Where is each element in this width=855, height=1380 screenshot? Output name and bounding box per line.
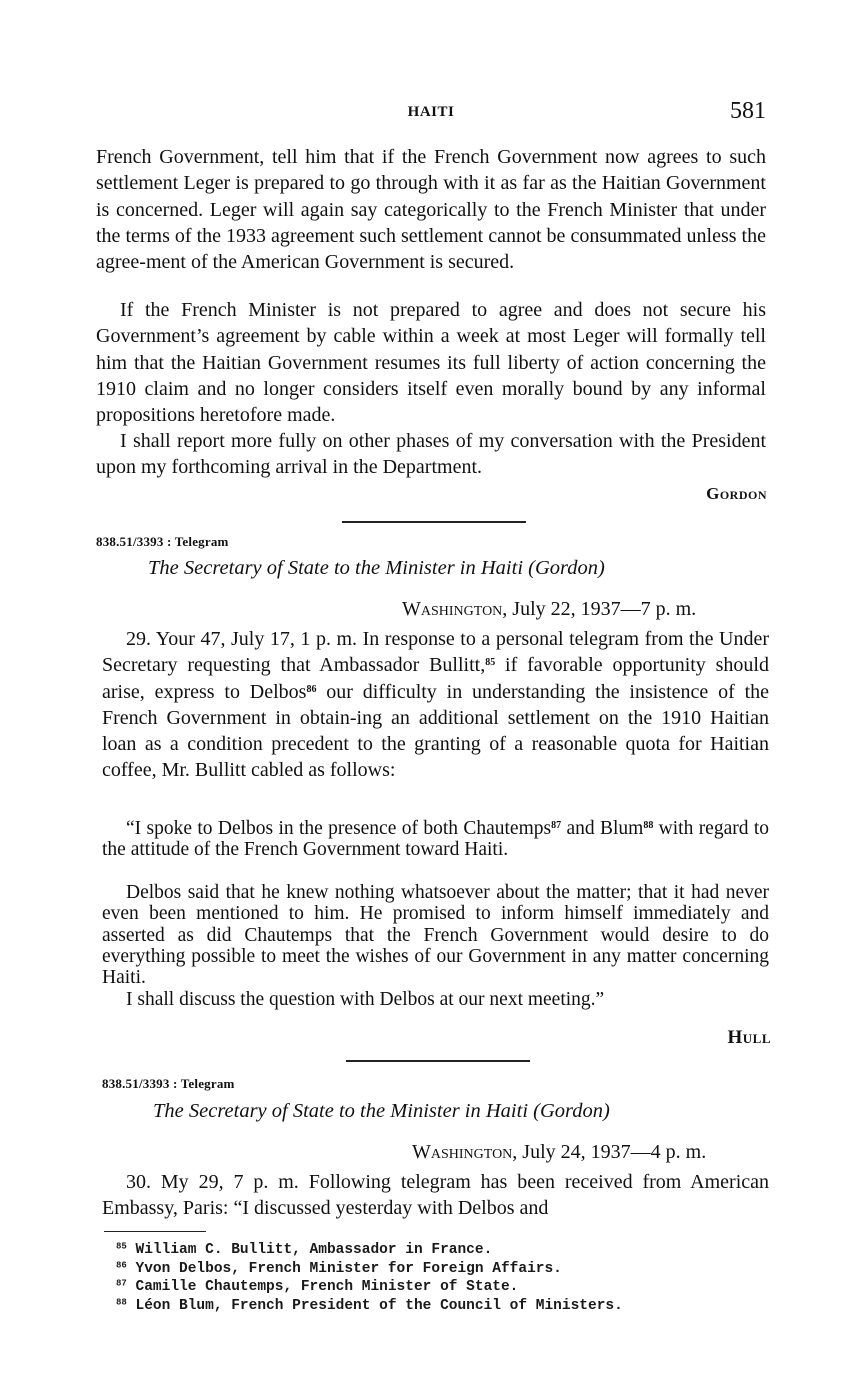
footnote-88 — [116, 1297, 776, 1316]
footnote-ref-86: 86 — [306, 683, 317, 695]
footnote-text: Léon Blum, French President of the Council of Ministers. — [135, 1297, 623, 1314]
footnote-rule — [104, 1231, 206, 1232]
running-head — [96, 98, 766, 128]
quote-text: and Blum — [561, 818, 644, 839]
footnote-ref-87: 87 — [551, 820, 562, 831]
dateline-date: , July 24, 1937—4 p. m. — [512, 1141, 707, 1163]
body-text: if favorable opportunity should arise, express to Delbos — [102, 654, 769, 703]
quote-text: with regard to the attitude of the French Government toward Haiti. — [102, 818, 770, 861]
body-text: our difficulty in understanding the insistence of the French Government in obtain-ing an additional settlement on the 1910 Haitian loan as a condition precedent to the granting of a reasonable quota for Haitian coffee, Mr. Bullitt cabled as follows: — [102, 680, 770, 782]
dateline — [412, 1141, 706, 1164]
document-title-main: The Secretary of State to the Minister in Haiti — [153, 1100, 529, 1122]
footnote-87 — [116, 1278, 776, 1297]
section-divider — [342, 521, 526, 523]
footnote-text: Yvon Delbos, French Minister for Foreign Affairs. — [135, 1260, 562, 1277]
footnote-ref-88: 88 — [643, 820, 654, 831]
running-title: HAITI — [407, 104, 455, 120]
quoted-cable-p2: Delbos said that he knew nothing whatsoever about the matter; that it had never even been mentioned to him. He promised to inform himself immediately and asserted as did Chautemps that the French Government would desire to do everything possible to meet the wishes of our Government in any matter concerning Haiti. — [102, 882, 769, 989]
footnote-mark: 85 — [116, 1241, 127, 1252]
dateline-place: Washington — [412, 1141, 513, 1163]
file-number: 838.51/3393 : Telegram — [96, 534, 229, 549]
footnote-85 — [116, 1241, 776, 1260]
quoted-cable-p3: I shall discuss the question with Delbos at our next meeting.” — [126, 989, 605, 1010]
signature-gordon: Gordon — [706, 484, 767, 503]
document-title: The Secretary of State to the Minister in Haiti (Gordon) — [148, 557, 605, 579]
footnote-mark: 86 — [116, 1260, 127, 1270]
telegram-body — [102, 626, 769, 784]
document-title-name: Gordon — [534, 557, 599, 579]
telegram-body: 30. My 29, 7 p. m. Following telegram has been received from American Embassy, Paris: “I discussed yesterday with Delbos and — [102, 1171, 769, 1220]
quoted-cable-p1 — [102, 818, 769, 861]
paragraph-continuation: French Government, tell him that if the French Government now agrees to such settlement Leger is prepared to go through with it as far as the Haitian Government is concerned. Leger will again say categorically to the French Minister that under the terms of the 1933 agreement such settlement cannot be consummated unless the agree-ment of the American Government is secured. — [96, 146, 766, 274]
document-title-name: Gordon — [539, 1100, 604, 1122]
section-divider — [346, 1060, 530, 1062]
quote-text: “I spoke to Delbos in the presence of both Chautemps — [126, 818, 552, 839]
signature-hull: Hull — [727, 1027, 771, 1048]
document-title: The Secretary of State to the Minister in Haiti (Gordon) — [153, 1100, 610, 1122]
dateline-place: Washington — [402, 598, 503, 620]
footnote-text: Camille Chautemps, French Minister of State. — [135, 1279, 519, 1295]
body-text: 29. Your 47, July 17, 1 p. m. In response to a personal telegram from the Under Secretary requesting that Ambassador Bullitt, — [102, 628, 769, 677]
paragraph-french-minister: If the French Minister is not prepared to agree and does not secure his Government’s agreement by cable within a week at most Leger will formally tell him that the Haitian Government resumes its full liberty of action concerning the 1910 claim and no longer considers itself even morally bound by any informal propositions heretofore made. — [96, 299, 766, 427]
footnote-mark: 88 — [116, 1297, 127, 1307]
footnote-text: William C. Bullitt, Ambassador in France. — [135, 1242, 493, 1258]
footnote-86 — [116, 1260, 776, 1279]
file-number: 838.51/3393 : Telegram — [102, 1076, 235, 1091]
dateline-date: , July 22, 1937—7 p. m. — [502, 598, 697, 620]
dateline — [402, 598, 696, 621]
page-number: 581 — [730, 98, 766, 124]
paragraph-report: I shall report more fully on other phases of my conversation with the President upon my forthcoming arrival in the Department. — [96, 430, 766, 479]
footnote-ref-85: 85 — [485, 657, 496, 669]
footnotes — [116, 1241, 776, 1315]
document-title-main: The Secretary of State to the Minister in Haiti — [148, 557, 524, 579]
footnote-mark: 87 — [116, 1278, 127, 1289]
